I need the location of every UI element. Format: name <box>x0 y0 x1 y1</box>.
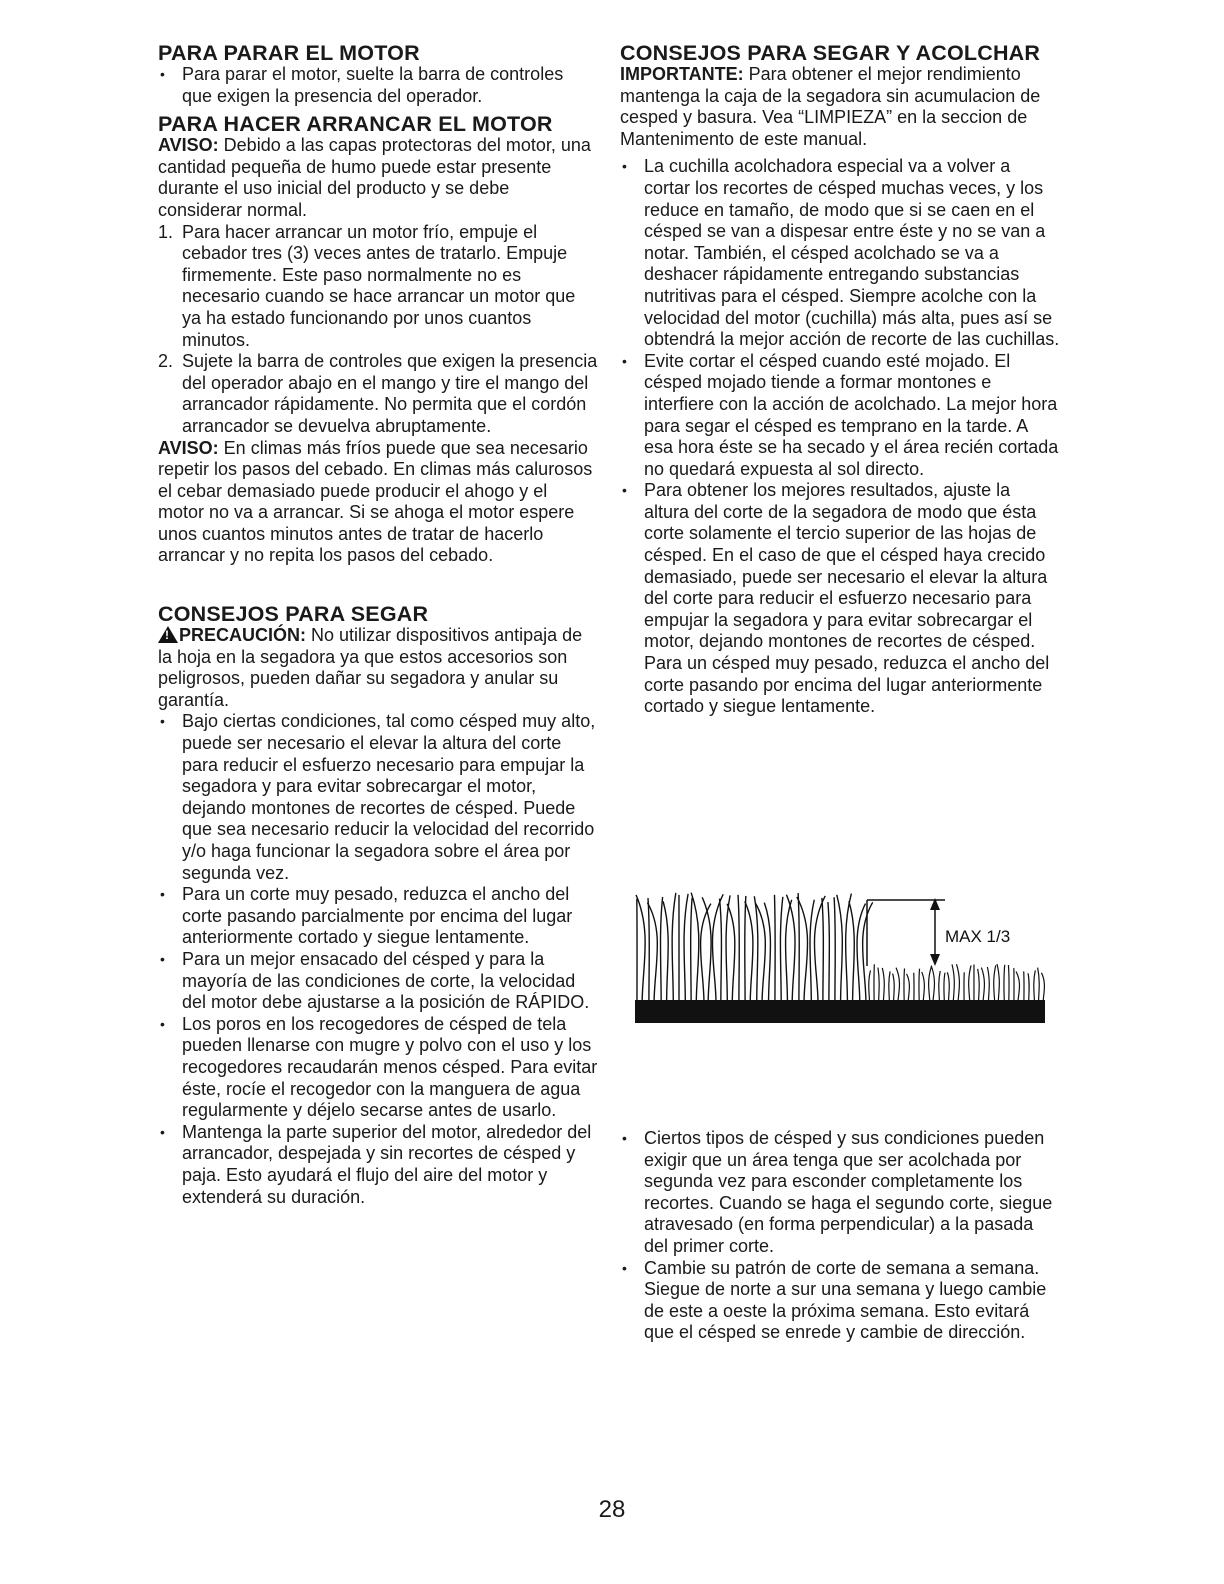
importante-body: Para obtener el mejor rendimiento mantenga la caja de la segadora sin acumulacion de cesped y basura. Vea “LIMPIEZA” en la seccion de Mantenimento de este manual. <box>620 64 1041 149</box>
importante-label: IMPORTANTE: <box>620 64 744 84</box>
heading-parar-motor: PARA PARAR EL MOTOR <box>158 41 420 65</box>
right-column <box>620 42 1060 718</box>
warning-icon <box>158 626 178 643</box>
precaucion-body: No utilizar dispositivos antipaja de la hoja en la segadora ya que estos accesorios son peligrosos, pueden dañar su segadora y anular su garantía. <box>158 625 583 710</box>
acolchar-bullets <box>620 156 1060 717</box>
aviso-label: AVISO: <box>158 437 219 458</box>
list-item: • Para parar el motor, suelte la barra de controles que exigen la presencia del operador. <box>158 64 598 107</box>
acolchar-bullets-after <box>620 1128 1060 1344</box>
list-item: • Los poros en los recogedores de césped de tela pueden llenarse con mugre y polvo con el uso y los recogedores recaudarán menos césped. Para evitar éste, rocíe el recogedor con la manguera de agua regularmente y déjelo secarse antes de usarlo. <box>158 1014 598 1122</box>
list-item: • Para un corte muy pesado, reduzca el ancho del corte pasando parcialmente por encima del lugar anteriormente cortado y siegue lentamente. <box>158 884 598 949</box>
arrow-down-icon <box>930 954 940 966</box>
step-number: 1. <box>158 221 174 242</box>
right-column-lower <box>620 1128 1060 1344</box>
list-item: • Para obtener los mejores resultados, ajuste la altura del corte de la segadora de modo que ésta corte solamente el tercio superior de las hojas de césped. En el caso de que el césped haya crecido demasiado, puede ser necesario el elevar la altura del corte para reducir el esfuerzo necesario para empujar la segadora y para evitar sobrecargar el motor, dejando montones de recortes de césped. Para un césped muy pesado, reduzca el ancho del corte pasando por encima del lugar anteriormente cortado y siegue lentamente. <box>620 480 1060 718</box>
list-item: • Mantenga la parte superior del motor, alrededor del arrancador, despejada y sin recortes de césped y paja. Esto ayudará el flujo del aire del motor y extenderá su duración. <box>158 1122 598 1208</box>
aviso-label: AVISO: <box>158 135 219 156</box>
heading-segar-acolchar: CONSEJOS PARA SEGAR Y ACOLCHAR <box>620 41 1041 65</box>
step-item <box>158 222 598 352</box>
parar-bullets <box>158 64 598 107</box>
list-item: • Evite cortar el césped cuando esté mojado. El césped mojado tiende a formar montones e interfiere con la acción de acolchado. La mejor hora para segar el césped es temprano en la tarde. A esa hora éste se ha secado y el área recién cortada no quedará expuesta al sol directo. <box>620 351 1060 481</box>
step-item <box>158 351 598 437</box>
arrancar-steps <box>158 222 598 438</box>
list-item: • Bajo ciertas condiciones, tal como césped muy alto, puede ser necesario el elevar la altura del corte para reducir el esfuerzo necesario para empujar la segadora y para evitar sobrecargar el motor, dejando montones de recortes de césped. Puede que sea necesario reducir la velocidad del recorrido y/o haga funcionar la segadora sobre el área por segunda vez. <box>158 711 598 884</box>
list-item: • Para un mejor ensacado del césped y para la mayoría de las condiciones de corte, la velocidad del motor debe ajustarse a la posición de RÁPIDO. <box>158 949 598 1014</box>
page-number: 28 <box>598 1496 626 1523</box>
heading-arrancar-motor: PARA HACER ARRANCAR EL MOTOR <box>158 112 553 137</box>
precaucion-label: PRECAUCIÓN: <box>179 625 307 646</box>
grass-cut-height-illustration <box>635 888 1045 1023</box>
left-column <box>158 42 598 1208</box>
step-text: Para hacer arrancar un motor frío, empuje el cebador tres (3) veces antes de tratarlo. Empuje firmemente. Este paso normalmente no es necesario cuando se hace arrancar un motor que ya ha estado funcionando por unos cuantos minutos. <box>182 221 576 350</box>
aviso-climas <box>158 438 598 568</box>
precaucion-text <box>158 625 598 711</box>
step-text: Sujete la barra de controles que exigen la presencia del operador abajo en el mango y tire el mango del arrancador rápidamente. No permita que el cordón arrancador se devuelva abruptamente. <box>182 351 598 436</box>
list-item: • Cambie su patrón de corte de semana a semana. Siegue de norte a sur una semana y luego cambie de este a oeste la próxima semana. Esto evitará que el césped se enrede y cambie de dirección. <box>620 1258 1060 1344</box>
segar-bullets <box>158 711 598 1208</box>
aviso-humo <box>158 135 598 221</box>
aviso-text: Debido a las capas protectoras del motor, una cantidad pequeña de humo puede estar presente durante el uso inicial del producto y se debe considerar normal. <box>158 135 591 220</box>
list-item: • Ciertos tipos de césped y sus condiciones pueden exigir que un área tenga que ser acolchada por segunda vez para esconder completamente los recortes. Cuando se haga el segundo corte, siegue atravesado (en forma perpendicular) a la pasada del primer corte. <box>620 1128 1060 1258</box>
aviso-text: En climas más fríos puede que sea necesario repetir los pasos del cebado. En climas más calurosos el cebar demasiado puede producir el ahogo y el motor no va a arrancar. Si se ahoga el motor espere unos cuantos minutos antes de tratar de hacerlo arrancar y no repita los pasos del cebado. <box>158 437 593 566</box>
step-number: 2. <box>158 351 174 372</box>
grass-base-shadow <box>635 1000 1045 1023</box>
heading-consejos-segar: CONSEJOS PARA SEGAR <box>158 602 429 627</box>
list-item: • La cuchilla acolchadora especial va a volver a cortar los recortes de césped muchas veces, y los reduce en tamaño, de modo que si se caen en el césped se van a dispesar entre éste y no se van a notar. También, el césped acolchado se va a deshacer rápidamente entregando substancias nutritivas para el césped. Siempre acolche con la velocidad del motor (cuchilla) más alta, pues así se obtendrá la mejor acción de recorte de las cuchillas. <box>620 156 1060 350</box>
max-label: MAX 1/3 <box>945 927 1011 946</box>
importante-text <box>620 64 1060 150</box>
